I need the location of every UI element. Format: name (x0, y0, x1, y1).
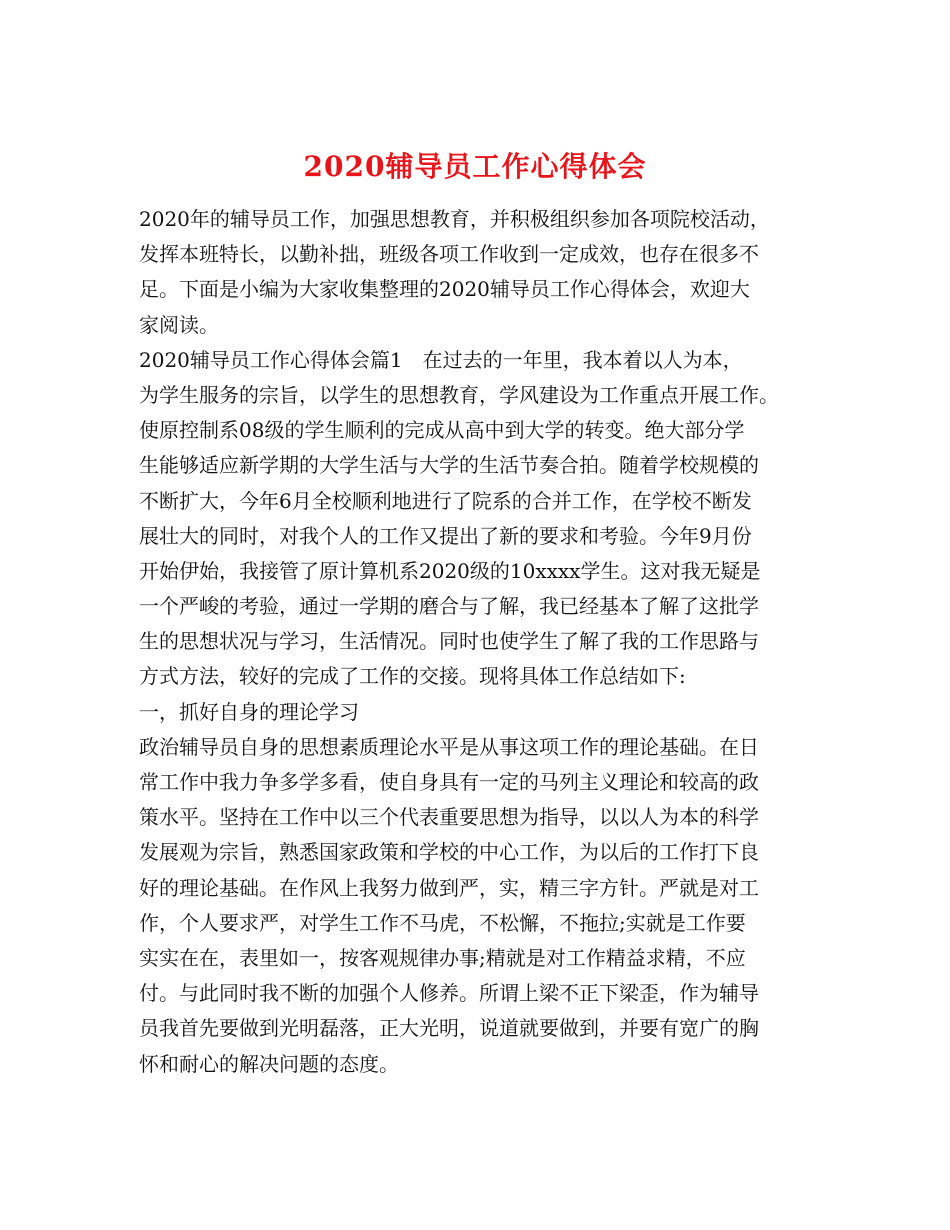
document-title: 2020辅导员工作心得体会 (303, 149, 647, 183)
document-body (139, 202, 823, 1082)
body-line: 一个严峻的考验，通过一学期的磨合与了解，我已经基本了解了这批学 (139, 594, 759, 619)
body-line: 2020年的辅导员工作，加强思想教育，并积极组织参加各项院校活动， (139, 207, 770, 231)
body-line: 发挥本班特长，以勤补拙，班级各项工作收到一定成效，也存在很多不 (139, 242, 759, 267)
body-line: 策水平。坚持在工作中以三个代表重要思想为指导，以以人为本的科学 (139, 805, 759, 830)
body-line: 一，抓好自身的理论学习 (139, 699, 359, 724)
body-line: 生能够适应新学期的大学生活与大学的生活节奏合拍。随着学校规模的 (139, 453, 759, 478)
body-line: 展壮大的同时，对我个人的工作又提出了新的要求和考验。今年9月份 (139, 523, 752, 548)
body-line: 为学生服务的宗旨，以学生的思想教育，学风建设为工作重点开展工作。 (139, 382, 779, 407)
body-line: 方式方法，较好的完成了工作的交接。现将具体工作总结如下: (139, 664, 686, 689)
body-line: 家阅读。 (139, 312, 219, 337)
body-line: 实实在在，表里如一，按客观规律办事;精就是对工作精益求精，不应 (139, 945, 746, 970)
body-line: 员我首先要做到光明磊落，正大光明，说道就要做到，并要有宽广的胸 (139, 1016, 759, 1041)
body-line: 生的思想状况与学习，生活情况。同时也使学生了解了我的工作思路与 (139, 629, 759, 654)
body-line: 发展观为宗旨，熟悉国家政策和学校的中心工作，为以后的工作打下良 (139, 840, 759, 865)
body-line: 付。与此同时我不断的加强个人修养。所谓上梁不正下梁歪，作为辅导 (139, 981, 759, 1006)
body-line: 开始伊始，我接管了原计算机系2020级的10xxxx学生。这对我无疑是 (139, 558, 761, 583)
body-line: 作，个人要求严，对学生工作不马虎，不松懈，不拖拉;实就是工作要 (139, 910, 746, 935)
body-line: 常工作中我力争多学多看，使自身具有一定的马列主义理论和较高的政 (139, 770, 759, 794)
body-line: 好的理论基础。在作风上我努力做到严，实，精三字方针。严就是对工 (139, 875, 759, 900)
body-line: 使原控制系08级的学生顺利的完成从高中到大学的转变。绝大部分学 (139, 418, 745, 443)
body-line: 2020辅导员工作心得体会篇1 在过去的一年里，我本着以人为本， (139, 347, 743, 372)
body-line: 足。下面是小编为大家收集整理的2020辅导员工作心得体会，欢迎大 (139, 277, 750, 302)
body-line: 不断扩大，今年6月全校顺利地进行了院系的合并工作，在学校不断发 (139, 488, 752, 513)
body-line: 政治辅导员自身的思想素质理论水平是从事这项工作的理论基础。在日 (139, 734, 759, 759)
body-line: 怀和耐心的解决问题的态度。 (139, 1051, 399, 1076)
